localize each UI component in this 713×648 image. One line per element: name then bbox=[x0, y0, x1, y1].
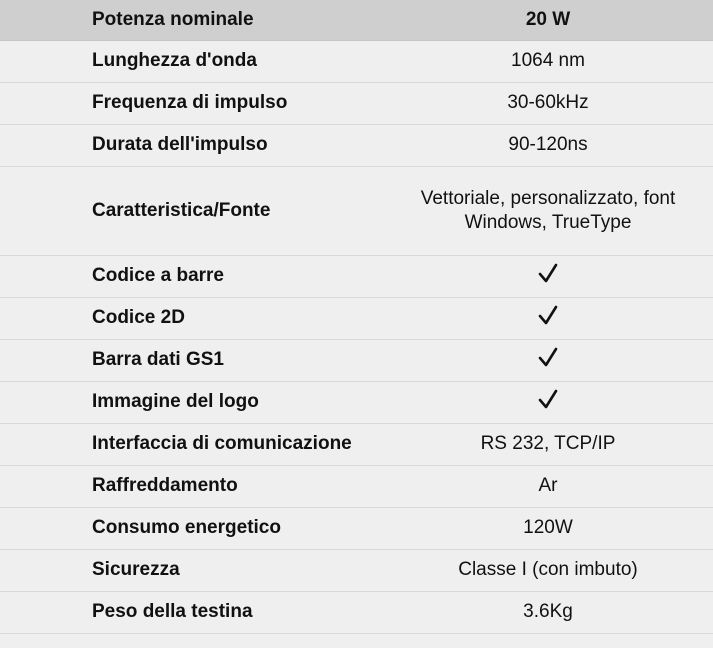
row-label: Peso della testina bbox=[0, 591, 383, 633]
table-row bbox=[0, 381, 713, 423]
table-row bbox=[0, 124, 713, 166]
row-label: Consumo energetico bbox=[0, 507, 383, 549]
check-icon bbox=[538, 346, 558, 368]
table-row bbox=[0, 465, 713, 507]
row-label: Barra dati GS1 bbox=[0, 339, 383, 381]
table-header-row bbox=[0, 0, 713, 40]
row-value bbox=[383, 255, 713, 297]
row-label: Caratteristica/Fonte bbox=[0, 166, 383, 255]
table-row bbox=[0, 549, 713, 591]
row-value: 1064 nm bbox=[383, 40, 713, 82]
table-row bbox=[0, 591, 713, 633]
row-value bbox=[383, 297, 713, 339]
table-row bbox=[0, 423, 713, 465]
row-label: Codice a barre bbox=[0, 255, 383, 297]
row-label: Frequenza di impulso bbox=[0, 82, 383, 124]
row-value bbox=[383, 339, 713, 381]
row-label: Interfaccia di comunicazione bbox=[0, 423, 383, 465]
table-row bbox=[0, 339, 713, 381]
row-label: Codice 2D bbox=[0, 297, 383, 339]
row-value: Classe I (con imbuto) bbox=[383, 549, 713, 591]
row-label: Immagine del logo bbox=[0, 381, 383, 423]
row-value bbox=[383, 381, 713, 423]
row-label: Durata dell'impulso bbox=[0, 124, 383, 166]
row-value: Vettoriale, personalizzato, font Windows, TrueType bbox=[383, 166, 713, 255]
table-row bbox=[0, 255, 713, 297]
row-label: Lunghezza d'onda bbox=[0, 40, 383, 82]
table-row bbox=[0, 40, 713, 82]
table-row bbox=[0, 297, 713, 339]
table-row bbox=[0, 507, 713, 549]
check-icon bbox=[538, 304, 558, 326]
row-label: Raffreddamento bbox=[0, 465, 383, 507]
row-label: Sicurezza bbox=[0, 549, 383, 591]
check-icon bbox=[538, 388, 558, 410]
table-row bbox=[0, 82, 713, 124]
table-row bbox=[0, 166, 713, 255]
check-icon bbox=[538, 262, 558, 284]
row-value: 120W bbox=[383, 507, 713, 549]
row-value: 30-60kHz bbox=[383, 82, 713, 124]
row-value: 90-120ns bbox=[383, 124, 713, 166]
header-value: 20 W bbox=[383, 0, 713, 40]
row-value: RS 232, TCP/IP bbox=[383, 423, 713, 465]
row-value: Ar bbox=[383, 465, 713, 507]
row-value: 3.6Kg bbox=[383, 591, 713, 633]
header-label: Potenza nominale bbox=[0, 0, 383, 40]
